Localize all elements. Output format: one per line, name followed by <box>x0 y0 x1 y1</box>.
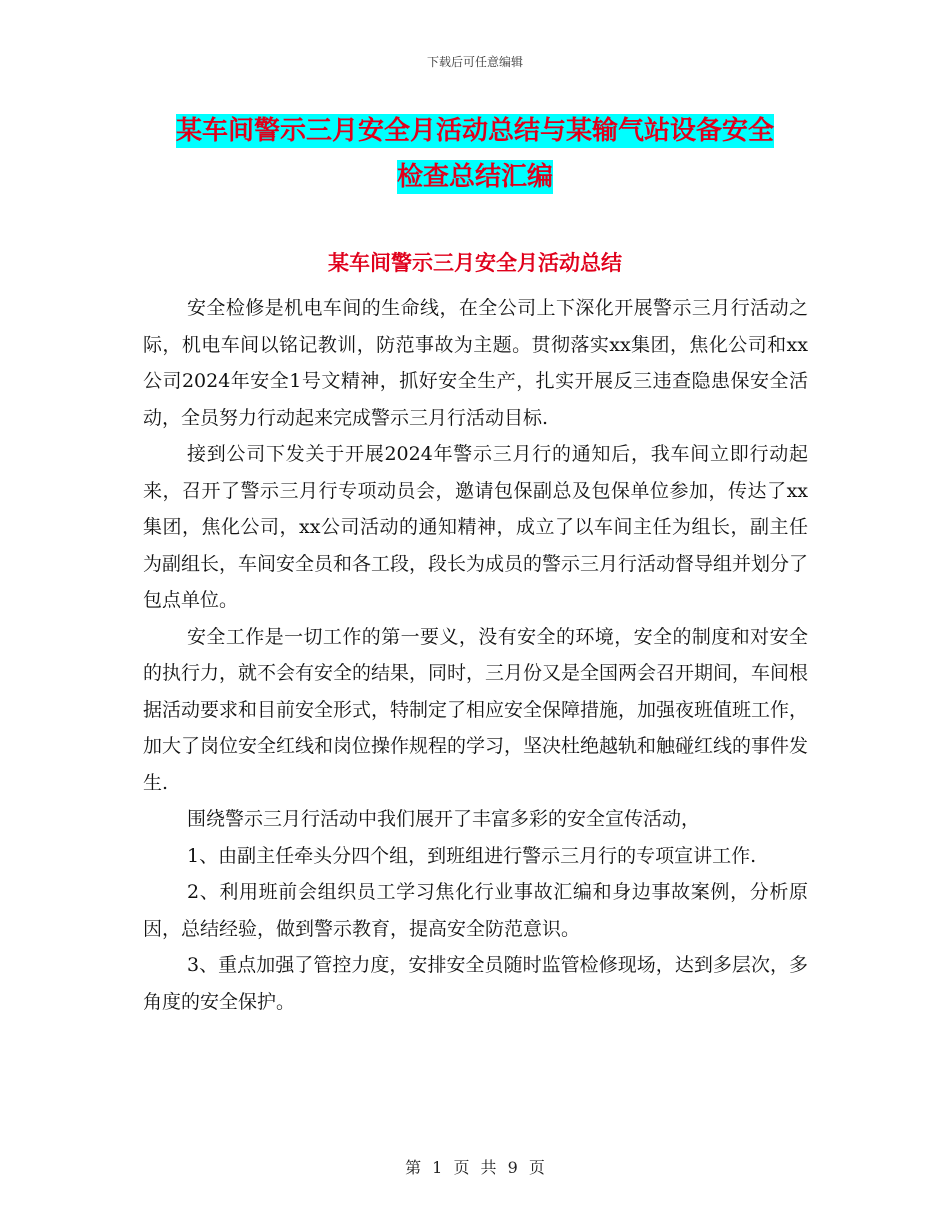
paragraph-2: 接到公司下发关于开展2024年警示三月行的通知后，我车间立即行动起来，召开了警示三月行专项动员会，邀请包保副总及包保单位参加，传达了xx集团，焦化公司，xx公司活动的通知精神，成立了以车间主任为组长，副主任为副组长，车间安全员和各工段，段长为成员的警示三月行活动督导组并划分了包点单位。 <box>143 443 809 611</box>
document-title-line-2: 检查总结汇编 <box>396 162 553 192</box>
section-title: 某车间警示三月安全月活动总结 <box>328 250 622 275</box>
paragraph-5: 1、由副主任牵头分四个组，到班组进行警示三月行的专项宣讲工作. <box>187 844 757 867</box>
header-note: 下载后可任意编辑 <box>426 55 523 69</box>
paragraph-6: 2、利用班前会组织员工学习焦化行业事故汇编和身边事故案例，分析原因，总结经验，做到警示教育，提高安全防范意识。 <box>143 881 808 940</box>
document-title-line-1: 某车间警示三月安全月活动总结与某输气站设备安全 <box>175 116 774 146</box>
paragraph-3: 安全工作是一切工作的第一要义，没有安全的环境，安全的制度和对安全的执行力，就不会有安全的结果，同时，三月份又是全国两会召开期间，车间根据活动要求和目前安全形式，特制定了相应安全保障措施，加强夜班值班工作，加大了岗位安全红线和岗位操作规程的学习，坚决杜绝越轨和触碰红线的事件发生. <box>143 625 809 794</box>
paragraph-1: 安全检修是机电车间的生命线，在全公司上下深化开展警示三月行活动之际，机电车间以铭记教训，防范事故为主题。贯彻落实xx集团，焦化公司和xx公司2024年安全1号文精神，抓好安全生产，扎实开展反三违查隐患保安全活动，全员努力行动起来完成警示三月行活动目标. <box>143 297 808 429</box>
page-number-footer: 第 1 页 共 9 页 <box>405 1158 545 1177</box>
paragraph-7: 3、重点加强了管控力度，安排安全员随时监管检修现场，达到多层次，多角度的安全保护。 <box>143 954 808 1013</box>
paragraph-4: 围绕警示三月行活动中我们展开了丰富多彩的安全宣传活动， <box>187 808 701 830</box>
document-title <box>140 108 810 200</box>
document-body <box>143 290 808 1020</box>
